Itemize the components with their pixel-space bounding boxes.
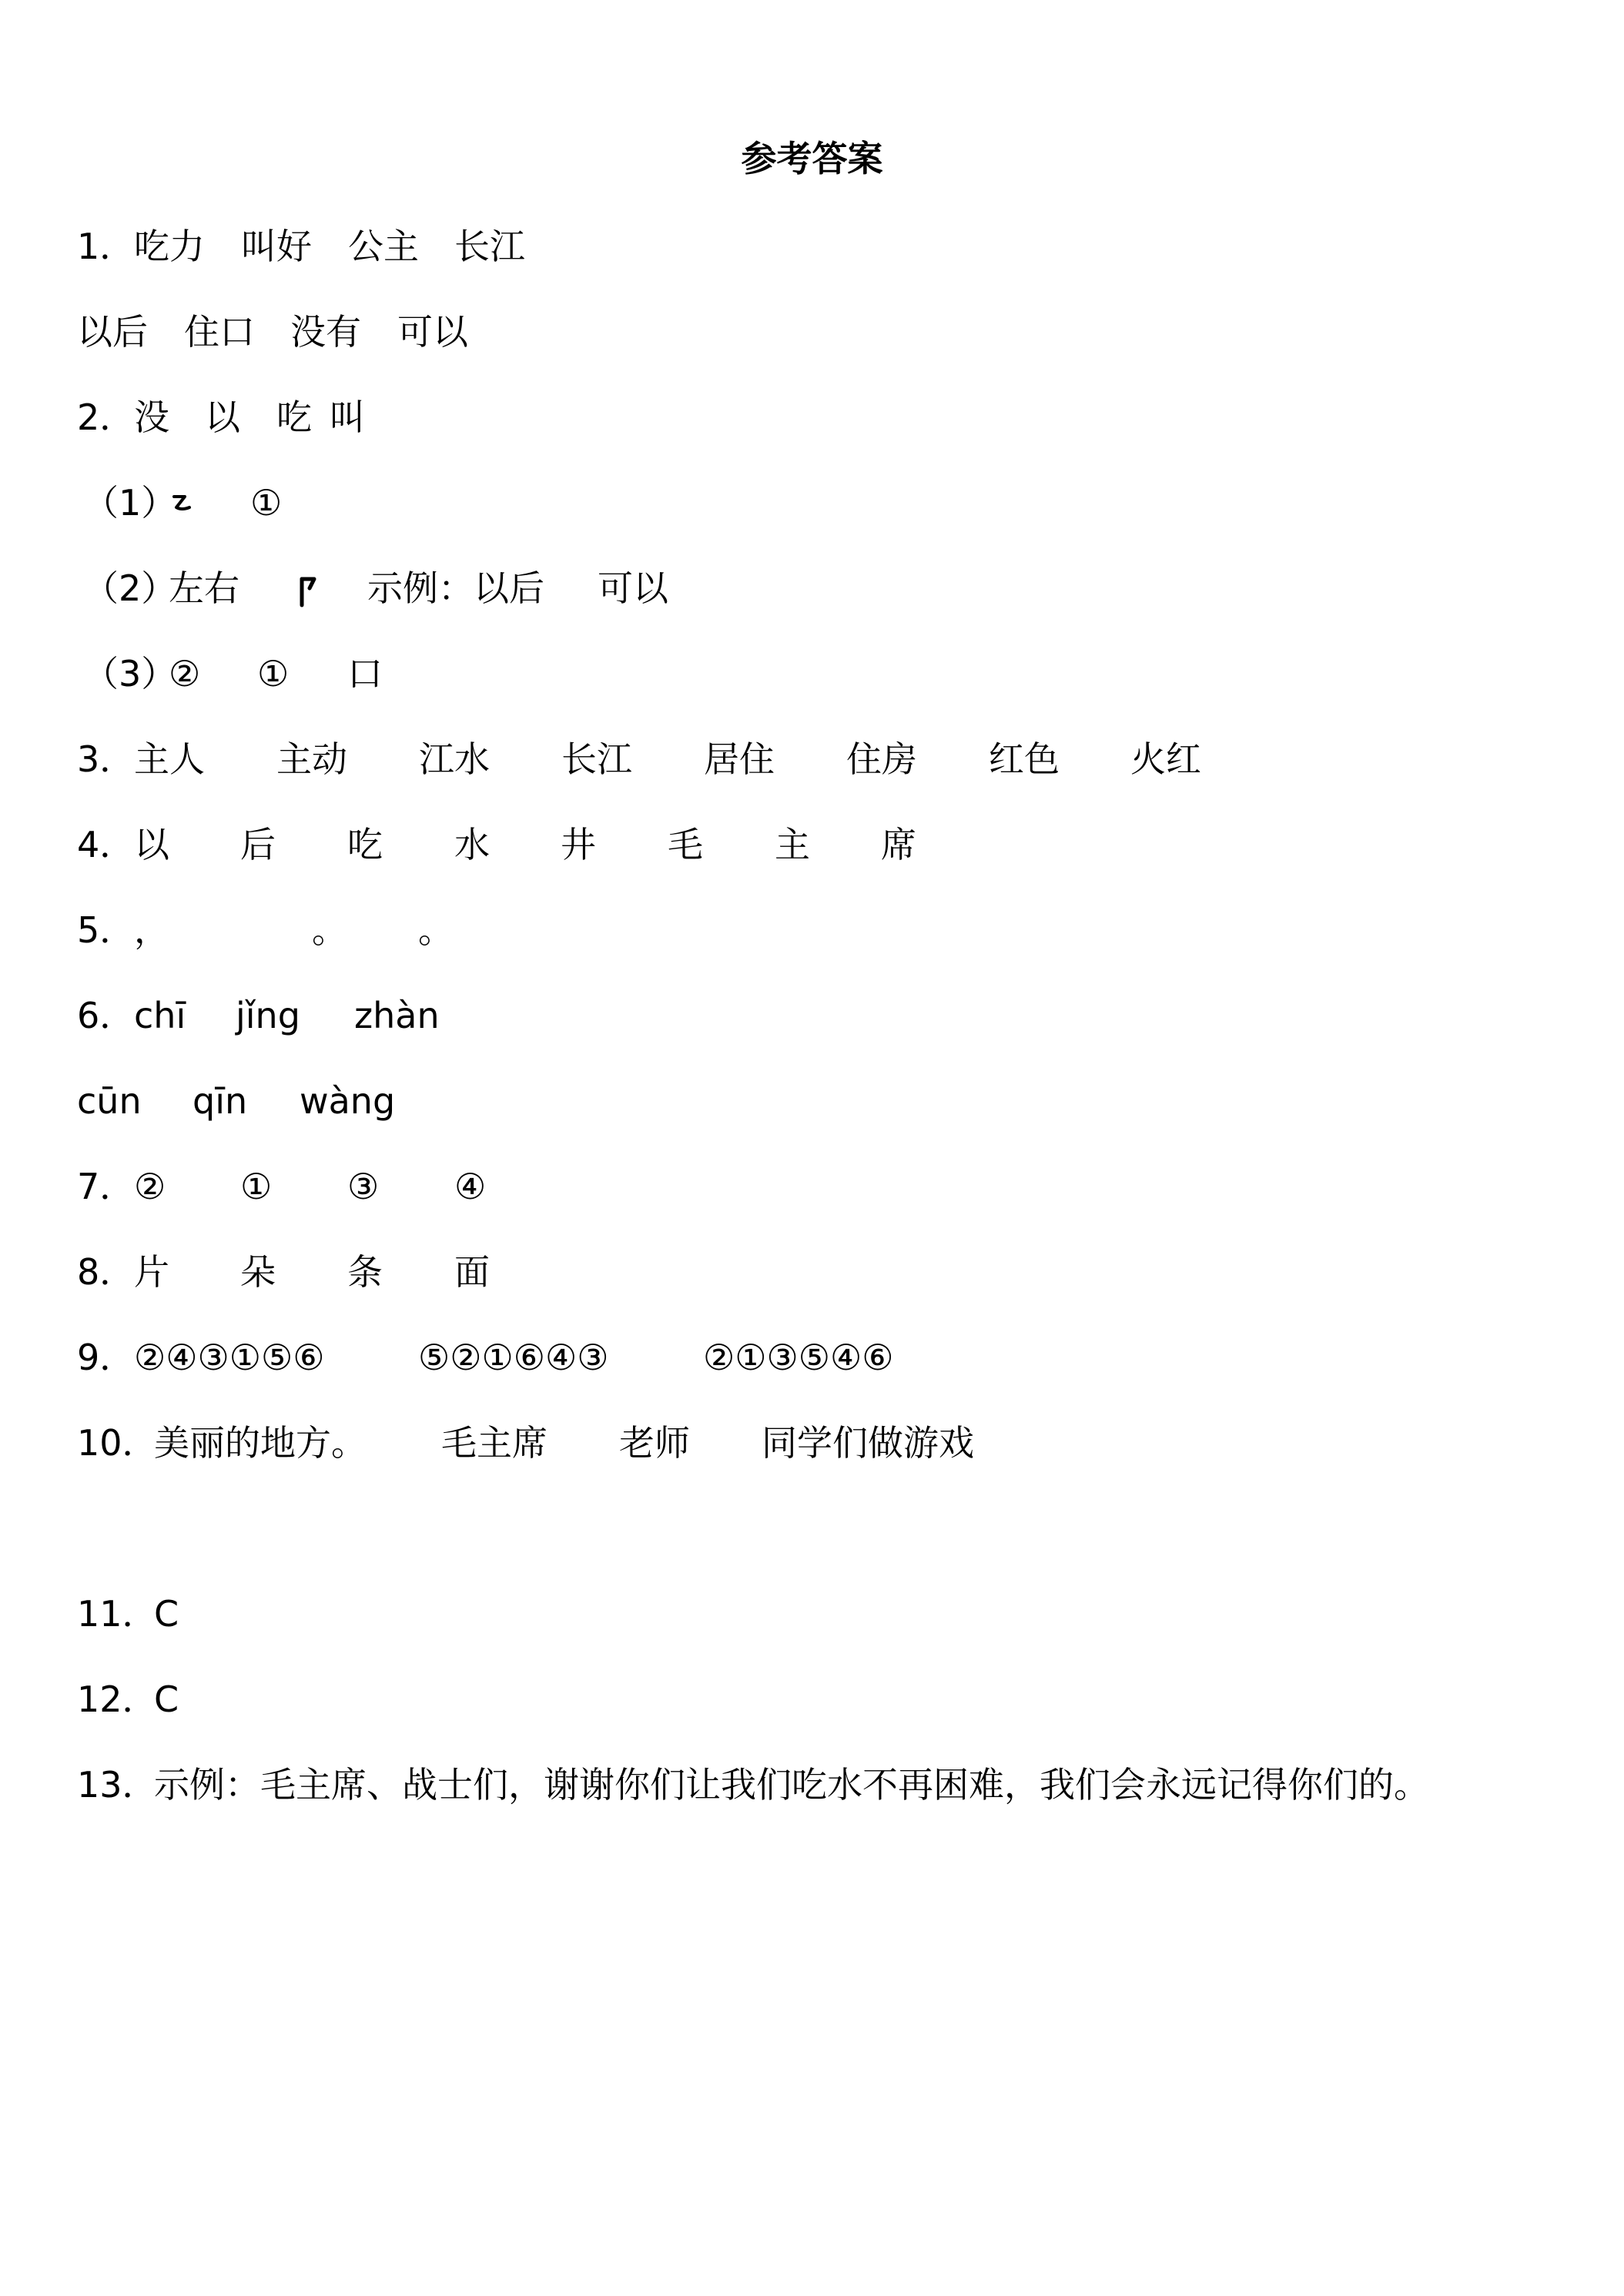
answer-7 <box>77 1163 616 1210</box>
answer-char: 口 <box>347 653 383 694</box>
question-number: 8． <box>77 1251 136 1293</box>
answer-mark: ③ <box>347 1166 380 1207</box>
answer-8 <box>77 1249 616 1295</box>
answer-2-part-2 <box>77 565 770 611</box>
question-number: 1． <box>77 226 136 267</box>
pinyin-answer: cūn <box>77 1080 142 1122</box>
measure-word-answer: 片 <box>134 1251 169 1293</box>
answer-2-part-3 <box>77 651 616 697</box>
answer-char: 以 <box>134 824 169 865</box>
sequence-answer: ⑤②①⑥④③ <box>418 1337 609 1378</box>
answer-10 <box>77 1420 1078 1466</box>
question-number: 11． <box>77 1593 158 1635</box>
answer-word: 可以 <box>598 567 668 609</box>
example-label: 示例： <box>367 567 474 609</box>
answer-char: 后 <box>240 824 276 865</box>
pinyin-answer: qīn <box>193 1080 248 1122</box>
answer-word: 住房 <box>846 738 917 780</box>
answer-phrase: 美丽的地方。 <box>154 1422 367 1464</box>
hook-stroke-icon <box>168 480 199 526</box>
question-number: 4． <box>77 824 136 865</box>
answer-4 <box>77 822 1001 868</box>
answer-word: 红色 <box>989 738 1060 780</box>
sequence-answer: ②①③⑤④⑥ <box>703 1337 894 1378</box>
answer-1 <box>77 223 616 269</box>
answer-word: 叫好 <box>241 226 312 267</box>
question-number: 13． <box>77 1764 158 1806</box>
answer-mark: ① <box>257 653 290 694</box>
answer-punctuation: 。 <box>312 909 347 951</box>
answer-char: 叫 <box>330 397 365 438</box>
answer-word: 长江 <box>561 738 632 780</box>
answer-char: 主 <box>775 824 810 865</box>
answer-char: 以 <box>205 397 240 438</box>
answer-5 <box>77 907 616 953</box>
answer-char: 席 <box>881 824 916 865</box>
answer-mark: ② <box>134 1166 166 1207</box>
answer-word: 住口 <box>184 311 255 353</box>
answer-2 <box>77 394 616 440</box>
pinyin-answer: jǐng <box>236 995 300 1036</box>
answer-phrase: 同学们做游戏 <box>762 1422 974 1464</box>
answer-word: 居住 <box>704 738 775 780</box>
pinyin-answer: wàng <box>300 1080 396 1122</box>
answer-12 <box>77 1676 385 1722</box>
question-number: 9． <box>77 1337 136 1378</box>
answer-3 <box>77 736 1309 782</box>
answer-char: 毛 <box>668 824 703 865</box>
answer-word: 以后 <box>474 567 544 609</box>
answer-1-row-2 <box>77 309 616 355</box>
choice-answer: C <box>154 1593 179 1635</box>
measure-word-answer: 条 <box>347 1251 383 1293</box>
answer-word: 长江 <box>454 226 525 267</box>
measure-word-answer: 面 <box>454 1251 490 1293</box>
page-title: 参考答案 <box>741 138 883 179</box>
question-number: 5． <box>77 909 136 951</box>
question-number: 10． <box>77 1422 158 1464</box>
answer-mark: ② <box>169 653 201 694</box>
answer-phrase: 毛主席 <box>441 1422 547 1464</box>
answer-punctuation: ， <box>134 909 169 951</box>
answer-char: 没 <box>134 397 169 438</box>
sub-question-label: （1） <box>83 482 177 524</box>
answer-word: 可以 <box>397 311 468 353</box>
answer-13 <box>77 1762 1540 1808</box>
answer-word: 没有 <box>290 311 361 353</box>
structure-answer: 左右 <box>169 567 239 609</box>
question-number: 7． <box>77 1166 136 1207</box>
answer-word: 以后 <box>77 311 148 353</box>
answer-6-row-2 <box>77 1078 616 1124</box>
question-number: 12． <box>77 1678 158 1720</box>
answer-phrase: 老师 <box>619 1422 690 1464</box>
ear-radical-icon <box>293 565 323 611</box>
sub-question-label: （2） <box>83 567 177 609</box>
question-number: 2． <box>77 397 136 438</box>
answer-mark: ④ <box>454 1166 487 1207</box>
sequence-answer: ②④③①⑤⑥ <box>134 1337 325 1378</box>
answer-word: 江水 <box>419 738 490 780</box>
answer-2-part-1 <box>77 480 616 526</box>
answer-6 <box>77 992 616 1039</box>
answer-11 <box>77 1591 385 1637</box>
choice-answer: C <box>154 1678 179 1720</box>
sub-question-label: （3） <box>83 653 177 694</box>
answer-char: 井 <box>561 824 596 865</box>
answer-char: 水 <box>454 824 490 865</box>
answer-char: 吃 <box>347 824 383 865</box>
sentence-answer: 示例：毛主席、战士们，谢谢你们让我们吃水不再困难，我们会永远记得你们的。 <box>154 1764 1429 1806</box>
answer-word: 主人 <box>134 738 205 780</box>
answer-mark: ① <box>240 1166 273 1207</box>
measure-word-answer: 朵 <box>240 1251 276 1293</box>
answer-word: 主动 <box>276 738 347 780</box>
pinyin-answer: zhàn <box>354 995 440 1036</box>
answer-word: 火红 <box>1130 738 1201 780</box>
pinyin-answer: chī <box>134 995 186 1036</box>
question-number: 3． <box>77 738 136 780</box>
question-number: 6． <box>77 995 136 1036</box>
answer-word: 公主 <box>348 226 419 267</box>
answer-char: 吃 <box>276 397 312 438</box>
answer-punctuation: 。 <box>418 909 454 951</box>
answer-word: 吃力 <box>134 226 205 267</box>
answer-mark: ① <box>250 482 283 524</box>
answer-9 <box>77 1334 1078 1381</box>
